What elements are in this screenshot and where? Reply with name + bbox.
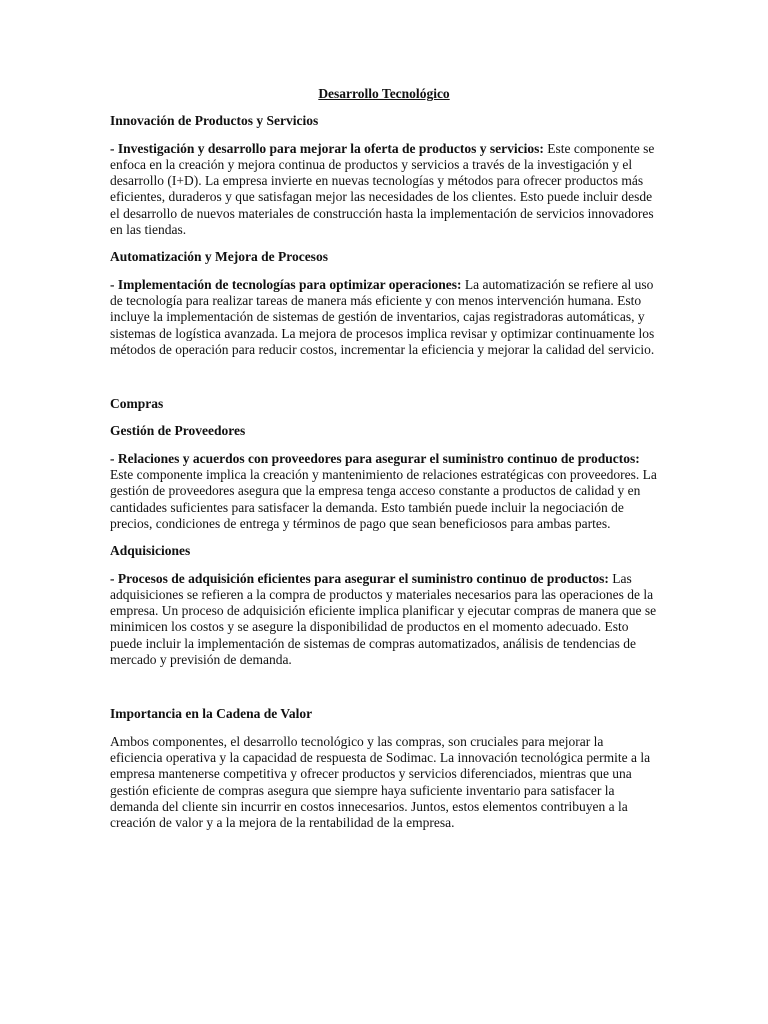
paragraph-importancia: Ambos componentes, el desarrollo tecnológico y las compras, son cruciales para mejorar la eficiencia operativa y la capacidad de respuesta de Sodimac. La innovación tecnológica permite a la empresa mantenerse competitiva y ofrecer productos y servicios diferenciados, mientras que una gestión eficiente de compras asegura que siempre haya suficiente inventario para satisfacer la demanda del cliente sin incurrir en costos innecesarios. Juntos, estos elementos contribuyen a la creación de valor y a la mejora de la rentabilidad de la empresa. <box>110 733 651 831</box>
section-heading-innovacion: Innovación de Productos y Servicios <box>110 113 319 129</box>
spacer <box>110 679 658 706</box>
paragraph-lead: - Implementación de tecnologías para optimizar operaciones: <box>110 276 462 292</box>
paragraph-automatizacion <box>110 277 658 358</box>
paragraph-lead: - Relaciones y acuerdos con proveedores para asegurar el suministro continuo de productos: <box>110 450 640 466</box>
paragraph-lead: - Procesos de adquisición eficientes para asegurar el suministro continuo de productos: <box>110 570 609 586</box>
section-heading-proveedores: Gestión de Proveedores <box>110 423 246 439</box>
paragraph-innovacion <box>110 141 658 239</box>
paragraph-proveedores <box>110 451 658 532</box>
document-page <box>110 86 658 842</box>
section-heading-automatizacion: Automatización y Mejora de Procesos <box>110 249 328 265</box>
paragraph-body: Este componente implica la creación y mantenimiento de relaciones estratégicas con proveedores. La gestión de proveedores asegura que la empresa tenga acceso constante a productos de calidad y en cantidades suficientes para satisfacer la demanda. Esto también puede incluir la negociación de precios, condiciones de entrega y términos de pago que sean beneficiosos para ambas partes. <box>110 467 657 531</box>
section-heading-compras: Compras <box>110 396 164 412</box>
paragraph-body: Este componente se enfoca en la creación y mejora continua de productos y servicios a través de la investigación y el desarrollo (I+D). La empresa invierte en nuevas tecnologías y métodos para ofrecer productos más eficientes, duraderos y que satisfagan mejor las necesidades de los clientes. Esto puede incluir desde el desarrollo de nuevos materiales de construcción hasta la implementación de servicios innovadores en las tiendas. <box>110 140 655 238</box>
paragraph-body: Las adquisiciones se refieren a la compra de productos y materiales necesarios para las operaciones de la empresa. Un proceso de adquisición eficiente implica planificar y ejecutar compras de manera que se minimicen los costos y se asegure la disponibilidad de productos en el momento adecuado. Esto puede incluir la implementación de sistemas de compras automatizados, análisis de tendencias de mercado y previsión de demanda. <box>110 570 657 668</box>
section-heading-adquisiciones: Adquisiciones <box>110 543 191 559</box>
document-title: Desarrollo Tecnológico <box>318 86 450 101</box>
section-heading-importancia: Importancia en la Cadena de Valor <box>110 706 313 722</box>
paragraph-adquisiciones <box>110 571 658 669</box>
paragraph-lead: - Investigación y desarrollo para mejorar la oferta de productos y servicios: <box>110 140 544 156</box>
paragraph-body: La automatización se refiere al uso de tecnología para realizar tareas de manera más eficiente y con menos intervención humana. Esto incluye la implementación de sistemas de gestión de inventarios, cajas registradoras automáticas, y sistemas de logística avanzada. La mejora de procesos implica revisar y optimizar continuamente los métodos de operación para reducir costos, incrementar la eficiencia y mejorar la calidad del servicio. <box>110 276 655 357</box>
spacer <box>110 369 658 396</box>
